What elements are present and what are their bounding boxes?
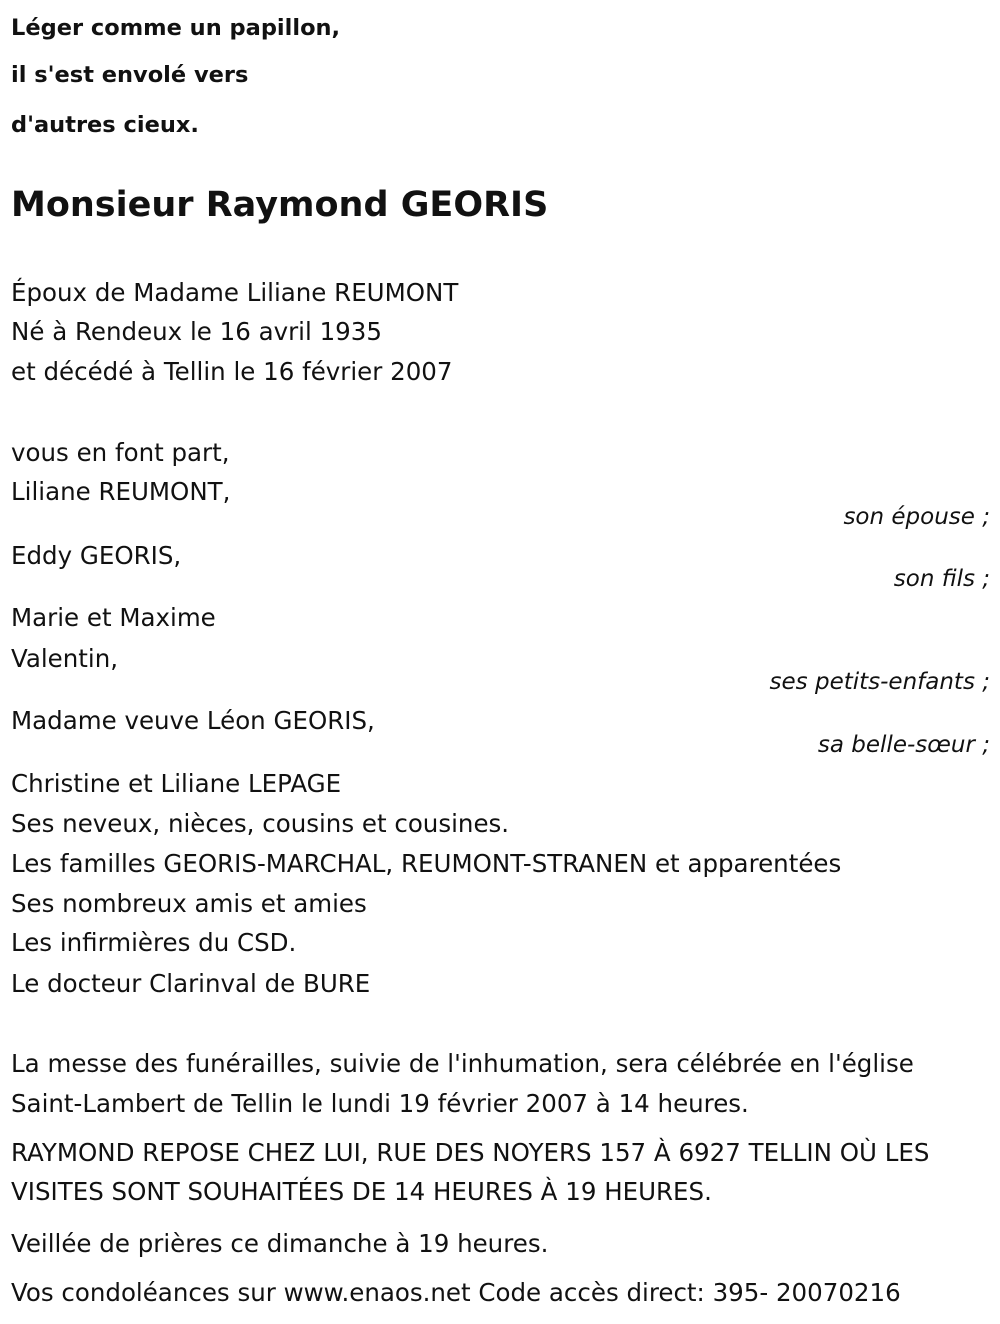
visits-line: VISITES SONT SOUHAITÉES DE 14 HEURES À 19 HEURES.	[11, 1177, 712, 1206]
ceremony-line: Saint-Lambert de Tellin le lundi 19 février 2007 à 14 heures.	[11, 1089, 749, 1118]
intro: vous en font part,	[11, 438, 230, 467]
vigil: Veillée de prières ce dimanche à 19 heures.	[11, 1229, 549, 1258]
other-mourner: Ses nombreux amis et amies	[11, 889, 367, 918]
family-relation: sa belle-sœur ;	[817, 732, 990, 758]
poem-line: d'autres cieux.	[11, 112, 199, 138]
page-title: Monsieur Raymond GEORIS	[11, 185, 549, 225]
other-mourner: Le docteur Clarinval de BURE	[11, 969, 371, 998]
family-name: Valentin,	[11, 644, 119, 673]
family-name: Liliane REUMONT,	[11, 477, 231, 506]
family-relation: ses petits-enfants ;	[769, 669, 990, 695]
bio-line: Né à Rendeux le 16 avril 1935	[11, 317, 382, 346]
other-mourner: Ses neveux, nièces, cousins et cousines.	[11, 809, 510, 838]
other-mourner: Les familles GEORIS-MARCHAL, REUMONT-STRANEN et apparentées	[11, 849, 842, 878]
family-name: Marie et Maxime	[11, 603, 216, 632]
family-relation: son épouse ;	[843, 504, 990, 530]
family-relation: son fils ;	[893, 566, 990, 592]
visits-line: RAYMOND REPOSE CHEZ LUI, RUE DES NOYERS 157 À 6927 TELLIN OÙ LES	[11, 1138, 930, 1167]
condolences: Vos condoléances sur www.enaos.net Code accès direct: 395- 20070216	[11, 1278, 901, 1307]
bio-line: et décédé à Tellin le 16 février 2007	[11, 357, 453, 386]
bio-line: Époux de Madame Liliane REUMONT	[11, 278, 459, 307]
poem-line: Léger comme un papillon,	[11, 15, 341, 41]
other-mourner: Christine et Liliane LEPAGE	[11, 769, 342, 798]
ceremony-line: La messe des funérailles, suivie de l'inhumation, sera célébrée en l'église	[11, 1049, 914, 1078]
other-mourner: Les infirmières du CSD.	[11, 928, 297, 957]
family-name: Eddy GEORIS,	[11, 541, 182, 570]
family-name: Madame veuve Léon GEORIS,	[11, 706, 375, 735]
poem-line: il s'est envolé vers	[11, 62, 249, 88]
